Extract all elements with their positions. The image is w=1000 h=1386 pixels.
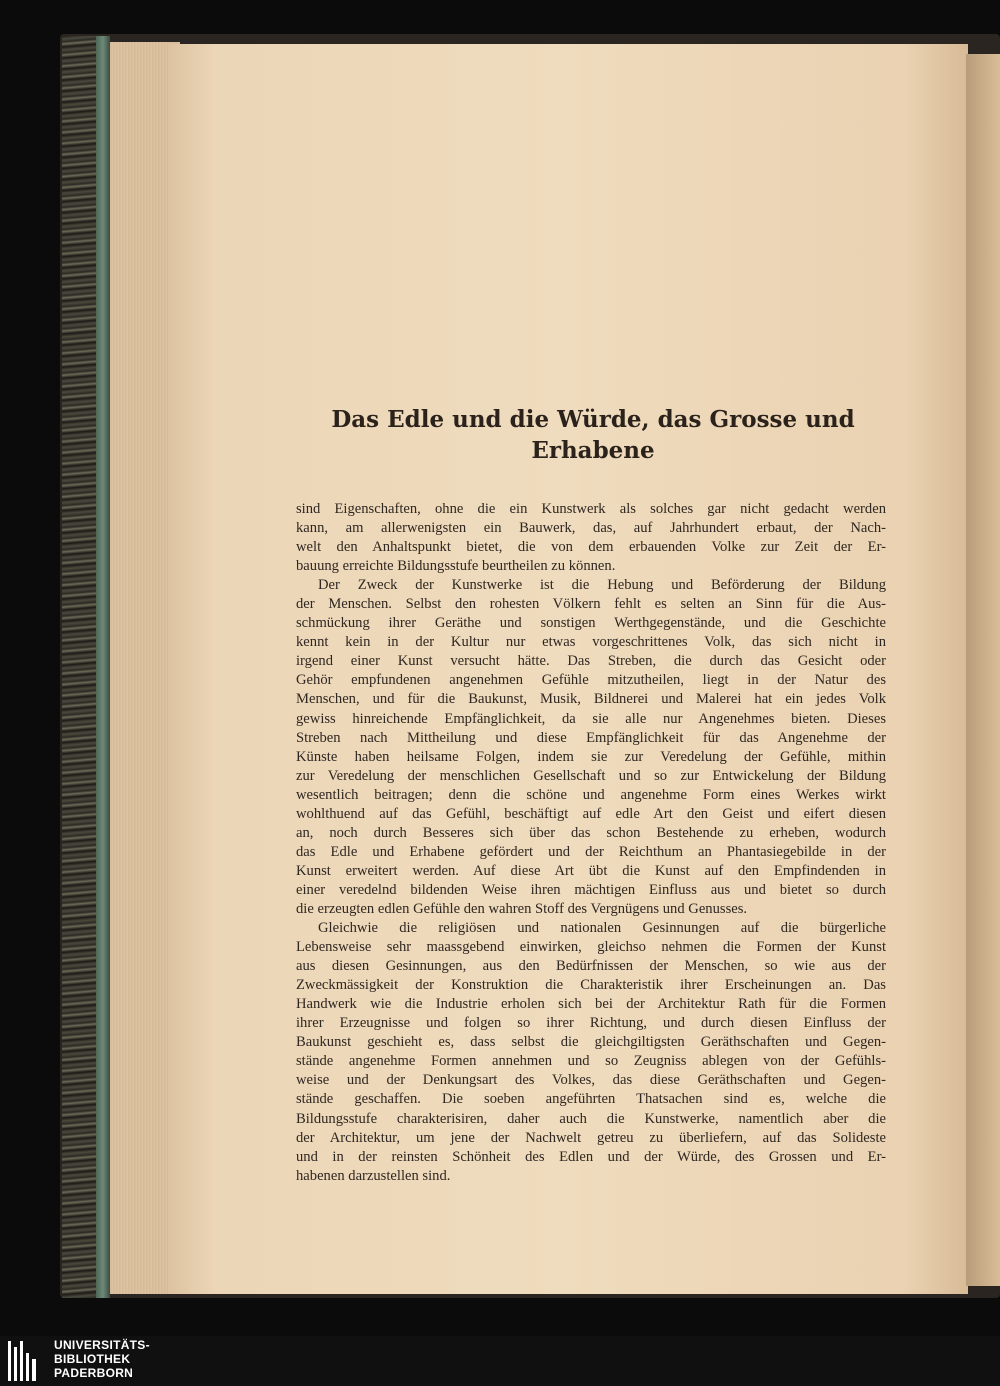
text-line: an, noch durch Besseres sich über das schon Bestehende zu erheben, wodurch xyxy=(296,824,886,841)
text-line: Gehör empfundenen angenehmen Gefühle mitzutheilen, liegt in der Natur des xyxy=(296,672,886,689)
text-line: Bildungsstufe charakterisiren, daher auch die Kunstwerke, namentlich aber die xyxy=(296,1110,886,1127)
page-title xyxy=(300,404,886,466)
footer-bar xyxy=(0,1336,1000,1386)
text-line: wohlthuend auf das Gefühl, beschäftigt auf edle Art den Geist und eifert diesen xyxy=(296,805,886,822)
library-name[interactable] xyxy=(54,1338,150,1380)
text-line: weise und der Denkungsart des Volkes, das diese Geräthschaften und Gegen- xyxy=(296,1072,886,1089)
library-name-line-2: BIBLIOTHEK xyxy=(54,1352,131,1366)
title-line-1: Das Edle und die Würde, das Grosse und xyxy=(331,406,855,433)
text-line: irgend einer Kunst versucht hätte. Das Streben, die durch das Gesicht oder xyxy=(296,653,886,670)
text-line: wesentlich beitragen; denn die schöne und angenehme Form eines Werkes wirkt xyxy=(296,786,886,803)
library-name-line-1: UNIVERSITÄTS- xyxy=(54,1338,150,1352)
spine-cloth-edge xyxy=(96,36,110,1298)
text-line: Der Zweck der Kunstwerke ist die Hebung und Beförderung der Bildung xyxy=(318,577,886,594)
text-line: die erzeugten edlen Gefühle den wahren Stoff des Vergnügens und Genusses. xyxy=(296,900,748,917)
text-line: stände geschaffen. Die soeben angeführten Thatsachen sind es, welche die xyxy=(296,1091,886,1108)
text-line: Lebensweise sehr maassgebend einwirken, gleichso nehmen die Formen der Kunst xyxy=(296,939,886,956)
text-line: habenen darzustellen sind. xyxy=(296,1167,451,1184)
text-line: stände angenehme Formen annehmen und so Zeugniss ablegen von der Gefühls- xyxy=(296,1053,886,1070)
text-line: welt den Anhaltspunkt bietet, die von dem erbauenden Volke zur Zeit der Er- xyxy=(296,539,886,556)
paragraph xyxy=(296,576,886,919)
text-line: kann, am allerwenigsten ein Bauwerk, das, auf Jahrhundert erbaut, der Nach- xyxy=(296,520,886,537)
paragraph xyxy=(296,500,886,576)
text-line: der Architektur, um jene der Nachwelt getreu zu überliefern, auf das Solideste xyxy=(296,1129,886,1146)
library-barcode-logo-icon xyxy=(8,1341,48,1381)
body-text xyxy=(296,500,886,1186)
text-line: aus diesen Gesinnungen, aus den Bedürfnissen der Menschen, so wie aus der xyxy=(296,958,886,975)
text-line: Baukunst geschieht es, dass selbst die gleichgiltigsten Geräthschaften und Gegen- xyxy=(296,1034,886,1051)
text-line: schmückung ihrer Geräthe und sonstigen Werthgegenstände, und die Geschichte xyxy=(296,615,886,632)
text-line: Künste haben heilsame Folgen, indem sie zur Veredelung der Gefühle, mithin xyxy=(296,748,886,765)
text-line: gewiss hinreichende Empfänglichkeit, da sie alle nur Angenehmes bieten. Dieses xyxy=(296,710,886,727)
library-name-line-3: PADERBORN xyxy=(54,1366,134,1380)
text-line: sind Eigenschaften, ohne die ein Kunstwerk als solches gar nicht gedacht werden xyxy=(296,501,886,517)
text-line: das Edle und Erhabene gefördert und der Reichthum an Phantasiegebilde in der xyxy=(296,843,886,860)
text-line: zur Veredelung der menschlichen Gesellschaft und so zur Entwickelung der Bildung xyxy=(296,767,886,784)
text-line: ihrer Erzeugnisse und folgen so ihrer Richtung, und durch diesen Einfluss der xyxy=(296,1015,886,1032)
text-line: Gleichwie die religiösen und nationalen Gesinnungen auf die bürgerliche xyxy=(318,920,886,937)
text-line: Menschen, und für die Baukunst, Musik, Bildnerei und Malerei hat ein jedes Volk xyxy=(296,691,886,708)
facing-page-edge xyxy=(966,54,1000,1286)
text-line: bauung erreichte Bildungsstufe beurtheilen zu können. xyxy=(296,558,616,575)
text-line: Handwerk wie die Industrie erholen sich bei der Architektur Rath für die Formen xyxy=(296,996,886,1013)
text-line: der Menschen. Selbst den rohesten Völkern fehlt es selten an Sinn für die Aus- xyxy=(296,596,886,613)
title-line-2: Erhabene xyxy=(531,437,655,464)
paragraph xyxy=(296,919,886,1186)
text-line: Streben nach Mittheilung und diese Empfänglichkeit für das Angenehme der xyxy=(296,729,886,746)
text-line: einer veredelnd bildenden Weise ihren mächtigen Einfluss aus und bietet so durch xyxy=(296,881,886,898)
text-line: Kunst erweitert werden. Auf diese Art übt die Kunst auf den Empfindenden in xyxy=(296,862,886,879)
text-line: Zweckmässigkeit der Konstruktion die Charakteristik ihrer Erscheinungen an. Das xyxy=(296,977,886,994)
text-line: und in der reinsten Schönheit des Edlen und der Würde, des Grossen und Er- xyxy=(296,1148,886,1165)
text-line: kennt kein in der Kultur nur etwas vorgeschrittenes Volk, das sich nicht in xyxy=(296,634,886,651)
